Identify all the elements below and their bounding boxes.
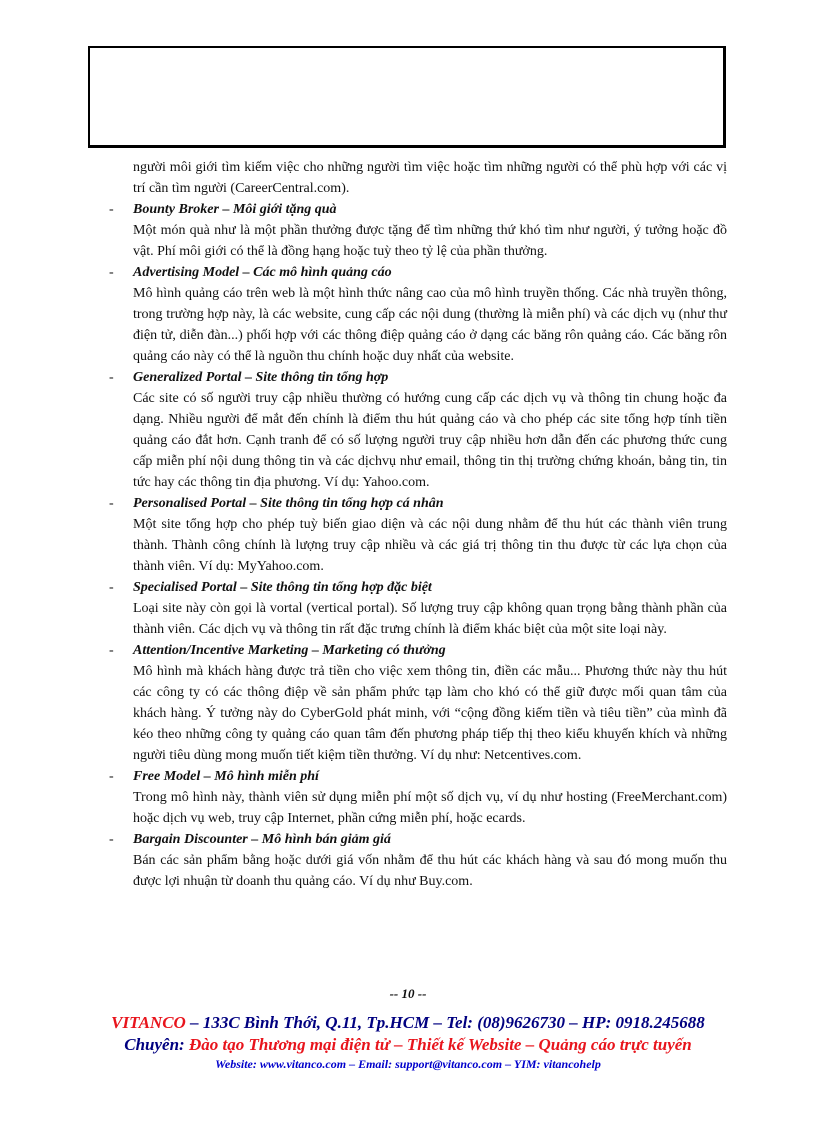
footer-specialty-text: Đào tạo Thương mại điện tử – Thiết kế Website – Quảng cáo trực tuyến: [188, 1035, 692, 1054]
item-title: Advertising Model – Các mô hình quảng cáo: [133, 265, 392, 280]
list-bullet-dash: -: [109, 580, 114, 595]
footer-brand: VITANCO: [111, 1013, 186, 1032]
item-description: Các site có số người truy cập nhiều thường có hướng cung cấp các dịch vụ và thông tin chung hoặc đa dạng. Nhiều người để mắt đến chính là điểm thu hút quảng cáo và cho phép các site tổng hợp tính tiền quảng cáo đắt hơn. Cạnh tranh để có số lượng người truy cập nhiều hơn dẫn đến các phương thức cung cấp miễn phí nội dung thông tin và các dịchvụ như email, thông tin thị trường chứng khoán, bảng tin, tin tức hay các thông tin địa phương. Ví dụ: Yahoo.com.: [133, 391, 727, 490]
business-model-list: [109, 199, 727, 892]
item-title: Specialised Portal – Site thông tin tổng hợp đặc biệt: [133, 580, 432, 595]
list-item: [109, 262, 727, 367]
item-title: Generalized Portal – Site thông tin tổng hợp: [133, 370, 389, 385]
list-bullet-dash: -: [109, 265, 114, 280]
list-bullet-dash: -: [109, 643, 114, 658]
list-bullet-dash: -: [109, 769, 114, 784]
list-item: [109, 493, 727, 577]
list-item: [109, 367, 727, 493]
header-box: [88, 46, 726, 148]
item-title: Bargain Discounter – Mô hình bán giảm giá: [133, 832, 391, 847]
footer-address: – 133C Bình Thới, Q.11, Tp.HCM – Tel: (08)9626730 – HP: 0918.245688: [185, 1013, 705, 1032]
list-bullet-dash: -: [109, 496, 114, 511]
footer-specialty-label: Chuyên:: [124, 1035, 189, 1054]
list-item: [109, 577, 727, 640]
item-title: Bounty Broker – Môi giới tặng quà: [133, 202, 337, 217]
footer-specialty-line: [0, 1035, 816, 1055]
item-description: Loại site này còn gọi là vortal (vertical portal). Số lượng truy cập không quan trọng bằng thành phần của thành viên. Các dịch vụ và thông tin rất đặc trưng chính là điểm khác biệt của một site loại này.: [133, 601, 727, 637]
item-title: Personalised Portal – Site thông tin tổng hợp cá nhân: [133, 496, 444, 511]
list-item: [109, 766, 727, 829]
footer-address-line: [0, 1013, 816, 1033]
item-description: Một món quà như là một phần thưởng được tặng để tìm những thứ khó tìm như người, ý tưởng hoặc đồ vật. Phí môi giới có thể là đồng hạng hoặc tuỳ theo tỷ lệ của phần thưởng.: [133, 223, 727, 259]
footer-contact-line: Website: www.vitanco.com – Email: support@vitanco.com – YIM: vitancohelp: [215, 1057, 601, 1071]
item-description: Mô hình quảng cáo trên web là một hình thức nâng cao của mô hình truyền thống. Các nhà truyền thông, trong trường hợp này, là các website, cung cấp các nội dung (thường là miễn phí) và các dịch vụ (như thư điện tử, diễn đàn...) phối hợp với các thông điệp quảng cáo ở dạng các băng rôn quảng cáo. Các băng rôn quảng cáo này có thể là nguồn thu chính hoặc duy nhất của website.: [133, 286, 727, 364]
list-bullet-dash: -: [109, 832, 114, 847]
item-description: Mô hình mà khách hàng được trả tiền cho việc xem thông tin, điền các mẫu... Phương thức này thu hút các công ty có các thông điệp về sản phẩm phức tạp làm cho khó có thể giữ được mối quan tâm của khách hàng. Ý tưởng này do CyberGold phát minh, với “cộng đồng kiếm tiền và tiêu tiền” của mình đã kéo theo những công ty quảng cáo quan tâm đến phương pháp tiếp thị theo kiểu khuyến khích và những người tiêu dùng mong muốn tiết kiệm tiền thưởng. Ví dụ như: Netcentives.com.: [133, 664, 727, 763]
list-item: [109, 829, 727, 892]
list-bullet-dash: -: [109, 370, 114, 385]
item-title: Attention/Incentive Marketing – Marketing có thưởng: [133, 643, 446, 658]
item-description: Bán các sản phẩm bằng hoặc dưới giá vốn nhằm để thu hút các khách hàng và sau đó mong muốn thu được lợi nhuận từ doanh thu quảng cáo. Ví dụ như Buy.com.: [133, 853, 727, 889]
item-title: Free Model – Mô hình miễn phí: [133, 769, 319, 784]
item-description: Một site tổng hợp cho phép tuỳ biến giao diện và các nội dung nhằm để thu hút các thành viên trung thành. Thành công chính là lượng truy cập nhiều và các giá trị thông tin thu được từ các lựa chọn của thành viên. Ví dụ: MyYahoo.com.: [133, 517, 727, 574]
intro-paragraph: người môi giới tìm kiếm việc cho những người tìm việc hoặc tìm những người có thể phù hợp với các vị trí cần tìm người (CareerCentral.com).: [133, 160, 727, 196]
list-item: [109, 640, 727, 766]
list-bullet-dash: -: [109, 202, 114, 217]
list-item: [109, 199, 727, 262]
item-description: Trong mô hình này, thành viên sử dụng miễn phí một số dịch vụ, ví dụ như hosting (FreeMerchant.com) hoặc dịch vụ web, truy cập Internet, phần cứng miễn phí, hoặc ecards.: [133, 790, 727, 826]
page-number: -- 10 --: [389, 986, 427, 1001]
document-body: [109, 157, 727, 892]
